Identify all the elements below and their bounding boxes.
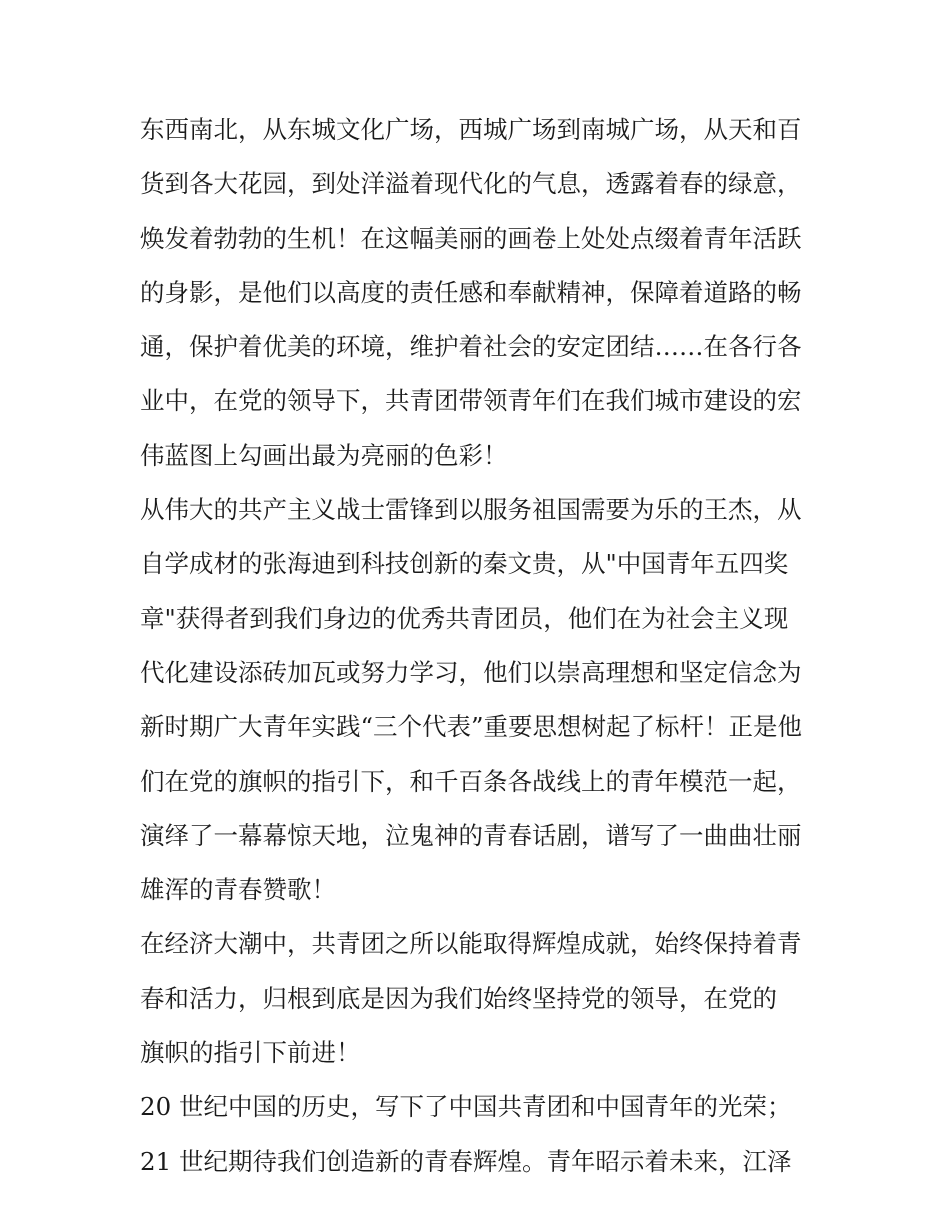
text-line: 通，保护着优美的环境，维护着社会的安定团结……在各行各 xyxy=(140,332,802,362)
text-line: 伟蓝图上勾画出最为亮丽的色彩！ xyxy=(140,440,508,470)
text-line: 东西南北，从东城文化广场，西城广场到南城广场，从天和百 xyxy=(140,115,802,144)
text-line: 自学成材的张海迪到科技创新的秦文贵，从"中国青年五四奖 xyxy=(140,549,789,579)
text-line: 旗帜的指引下前进！ xyxy=(140,1038,361,1068)
text-line: 春和活力，归根到底是因为我们始终坚持党的领导，在党的 xyxy=(140,983,777,1013)
text-line: 焕发着勃勃的生机！在这幅美丽的画卷上处处点缀着青年活跃 xyxy=(140,223,802,253)
paragraph-20th-century xyxy=(140,1080,820,1134)
text-line: 的身影，是他们以高度的责任感和奉献精神，保障着道路的畅 xyxy=(140,277,802,307)
text-line: 演绎了一幕幕惊天地，泣鬼神的青春话剧，谱写了一曲曲壮丽 xyxy=(140,820,802,850)
document-body xyxy=(140,103,820,1189)
text-line: 货到各大花园，到处洋溢着现代化的气息，透露着春的绿意， xyxy=(140,169,802,199)
text-line: 在经济大潮中，共青团之所以能取得辉煌成就，始终保持着青 xyxy=(140,929,802,959)
paragraph-city-scenery xyxy=(140,103,820,483)
text-line: 业中，在党的领导下，共青团带领青年们在我们城市建设的宏 xyxy=(140,386,802,416)
text-line: 从伟大的共产主义战士雷锋到以服务祖国需要为乐的王杰，从 xyxy=(140,495,802,525)
paragraph-21st-century xyxy=(140,1135,820,1189)
text-line: 新时期广大青年实践“三个代表”重要思想树起了标杆！正是他 xyxy=(140,712,803,742)
paragraph-youth-models xyxy=(140,483,820,917)
text-line: 20 世纪中国的历史，写下了中国共青团和中国青年的光荣； xyxy=(140,1092,792,1122)
paragraph-economic-tide xyxy=(140,917,820,1080)
text-line: 们在党的旗帜的指引下，和千百条各战线上的青年模范一起， xyxy=(140,766,802,796)
text-line: 章"获得者到我们身边的优秀共青团员，他们在为社会主义现 xyxy=(140,603,789,633)
text-line: 21 世纪期待我们创造新的青春辉煌。青年昭示着未来，江泽 xyxy=(140,1146,792,1176)
text-line: 代化建设添砖加瓦或努力学习，他们以崇高理想和坚定信念为 xyxy=(140,657,802,687)
text-line: 雄浑的青春赞歌！ xyxy=(140,875,336,905)
